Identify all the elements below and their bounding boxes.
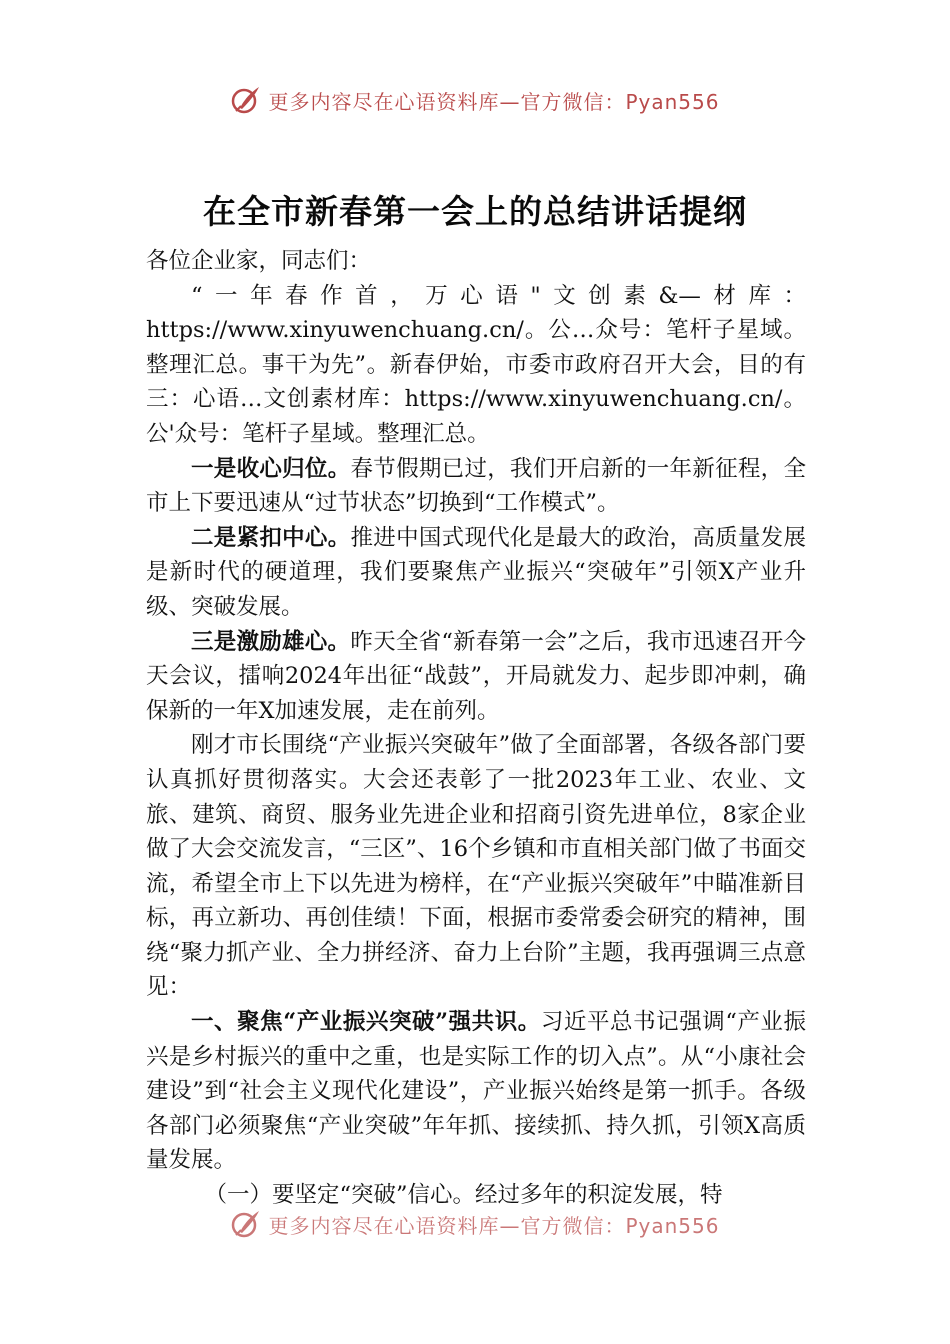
header-watermark [0, 84, 950, 116]
document-title: 在全市新春第一会上的总结讲话提纲 [203, 192, 747, 231]
point-text-2: 推进中国式现代化是最大的政治，高质量发展是新时代的硬道理，我们要聚焦产业振兴“突破年”引领X产业升级、突破发展。 [146, 524, 806, 620]
section-1-paragraph [146, 1005, 806, 1178]
section-1-heading: 一、聚焦“产业振兴突破”强共识。 [191, 1009, 541, 1036]
summary-paragraph: 刚才市长围绕“产业振兴突破年”做了全面部署，各级各部门要认真抓好贯彻落实。大会还表彰了一批2023年工业、农业、文旅、建筑、商贸、服务业先进企业和招商引资先进单位，8家企业做了大会交流发言，“三区”、16个乡镇和市直相关部门做了书面交流，希望全市上下以先进为榜样，在“产业振兴突破年”中瞄准新目标，再立新功、再创佳绩！下面，根据市委常委会研究的精神，围绕“聚力抓产业、全力拼经济、奋力上台阶”主题，我再强调三点意见： [146, 732, 806, 1001]
point-text-3: 昨天全省“新春第一会”之后，我市迅速召开今天会议，擂响2024年出征“战鼓”，开局就发力、起步即冲刺，确保新的一年X加速发展，走在前列。 [146, 628, 806, 724]
point-lead-3: 三是激励雄心。 [191, 628, 351, 655]
quill-pen-logo-icon [230, 84, 262, 116]
watermark-text: 更多内容尽在心语资料库—官方微信：Pyan556 [268, 89, 720, 114]
quill-pen-logo-icon [230, 1208, 262, 1240]
point-text-1: 春节假期已过，我们开启新的一年新征程，全市上下要迅速从“过节状态”切换到“工作模式”。 [146, 455, 806, 517]
point-lead-2: 二是紧扣中心。 [191, 524, 351, 551]
footer-watermark [0, 1208, 950, 1240]
point-paragraph-3 [146, 625, 806, 729]
salutation: 各位企业家，同志们： [146, 248, 372, 274]
section-1-text: 习近平总书记强调“产业振兴是乡村振兴的重中之重，也是实际工作的切入点”。从“小康社会建设”到“社会主义现代化建设”，产业振兴始终是第一抓手。各级各部门必须聚焦“产业突破”年年抓、接续抓、持久抓，引领X高质量发展。 [146, 1009, 806, 1174]
footer-watermark-text: 更多内容尽在心语资料库—官方微信：Pyan556 [268, 1213, 720, 1238]
document-body [146, 244, 806, 1213]
point-paragraph-2 [146, 521, 806, 625]
point-paragraph-1 [146, 452, 806, 521]
intro-paragraph: “一年春作首，万心语"文创素&—材库：https://www.xinyuwenchuang.cn/。公…众号：笔杆子星域。整理汇总。事干为先”。新春伊始，市委市政府召开大会，目的有三：心语…文创素材库：https://www.xinyuwenchuang.cn/。公'众号：笔杆子星域。整理汇总。 [146, 282, 806, 447]
subsection-1-paragraph: （一）要坚定“突破”信心。经过多年的积淀发展，特 [204, 1182, 723, 1209]
point-lead-1: 一是收心归位。 [191, 455, 351, 482]
